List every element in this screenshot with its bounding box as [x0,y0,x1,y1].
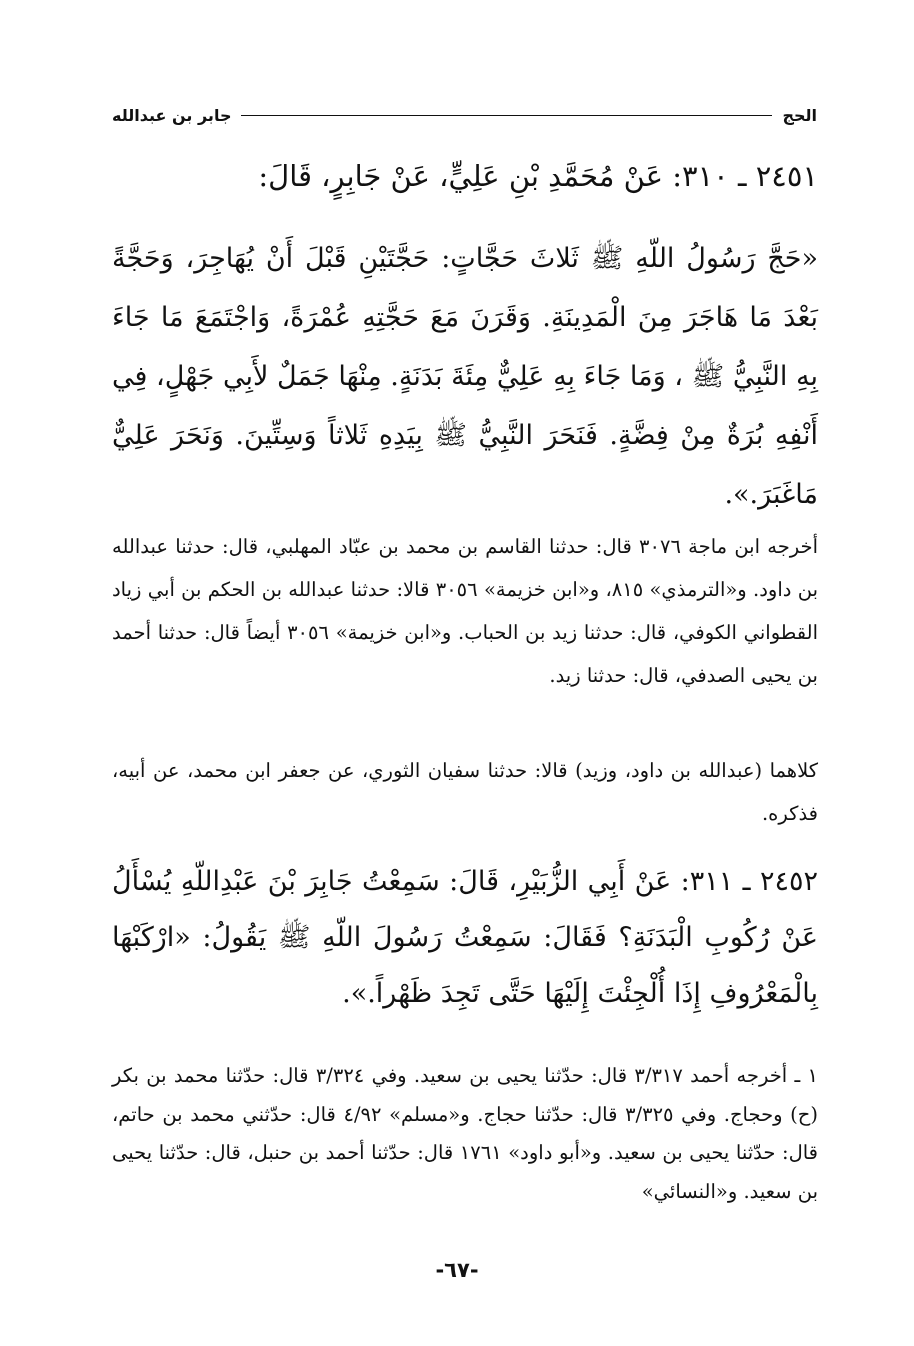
footnote: ١ ـ أخرجه أحمد ٣/٣١٧ قال: حدّثنا يحيى بن سعيد. وفي ٣/٣٢٤ قال: حدّثنا محمد بن بكر (ح) وحجاج. وفي ٣/٣٢٥ قال: حدّثنا حجاج. و«مسلم» ٤/٩٢ قال: حدّثني محمد بن حاتم، قال: حدّثنا يحيى بن سعيد. و«أبو داود» ١٧٦١ قال: حدّثنا أحمد بن حنبل، قال: حدّثنا يحيى بن سعيد. و«النسائي» [112,1064,818,1203]
chapter-title: الحج [782,105,817,125]
takhrij-paragraph-1: أخرجه ابن ماجة ٣٠٧٦ قال: حدثنا القاسم بن محمد بن عبّاد المهلبي، قال: حدثنا عبدالله بن داود. و«الترمذي» ٨١٥، و«ابن خزيمة» ٣٠٥٦ قالا: حدثنا عبدالله بن الحكم بن أبي زياد القطواني الكوفي، قال: حدثنا زيد بن الحباب. و«ابن خزيمة» ٣٠٥٦ أيضاً قال: حدثنا أحمد بن يحيى الصدفي، قال: حدثنا زيد. [112,535,819,687]
narrator-title: جابر بن عبدالله [112,105,232,125]
takhrij-paragraph-2: كلاهما (عبدالله بن داود، وزيد) قالا: حدثنا سفيان الثوري، عن جعفر ابن محمد، عن أبيه، فذكره. [112,759,818,825]
hadith-2451-text: «حَجَّ رَسُولُ اللّهِ ﷺ ثَلاثَ حَجَّاتٍ: حَجَّتَيْنِ قَبْلَ أَنْ يُهَاجِرَ، وَحَجَّةً بَعْدَ مَا هَاجَرَ مِنَ الْمَدِينَةِ. وَقَرَنَ مَعَ حَجَّتِهِ عُمْرَةً، وَاجْتَمَعَ مَا جَاءَ بِهِ النَّبِيُّ ﷺ ، وَمَا جَاءَ بِهِ عَلِيٌّ مِئَةَ بَدَنَةٍ. مِنْهَا جَمَلٌ لأَبِي جَهْلٍ، فِي أَنْفِهِ بُرَةٌ مِنْ فِضَّةٍ. فَنَحَرَ النَّبِيُّ ﷺ بِيَدِهِ ثَلاثاً وَسِتِّينَ. وَنَحَرَ عَلِيٌّ مَاغَبَرَ.». [112,243,818,510]
header-divider [241,115,772,116]
hadith-2452-text: ٢٤٥٢ ـ ٣١١: عَنْ أَبِي الزُّبَيْرِ، قَالَ: سَمِعْتُ جَابِرَ بْنَ عَبْدِاللّهِ يُسْأَلُ عَنْ رُكُوبِ الْبَدَنَةِ؟ فَقَالَ: سَمِعْتُ رَسُولَ اللّهِ ﷺ يَقُولُ: «ارْكَبْهَا بِالْمَعْرُوفِ إِذَا أُلْجِئْتَ إِلَيْهَا حَتَّى تَجِدَ ظَهْراً.». [112,866,818,1009]
running-header [112,100,817,130]
hadith-2451-title: ٢٤٥١ ـ ٣١٠: عَنْ مُحَمَّدِ بْنِ عَلِيٍّ، عَنْ جَابِرٍ، قَالَ: [258,159,818,193]
page-number: -٦٧- [435,1258,479,1282]
